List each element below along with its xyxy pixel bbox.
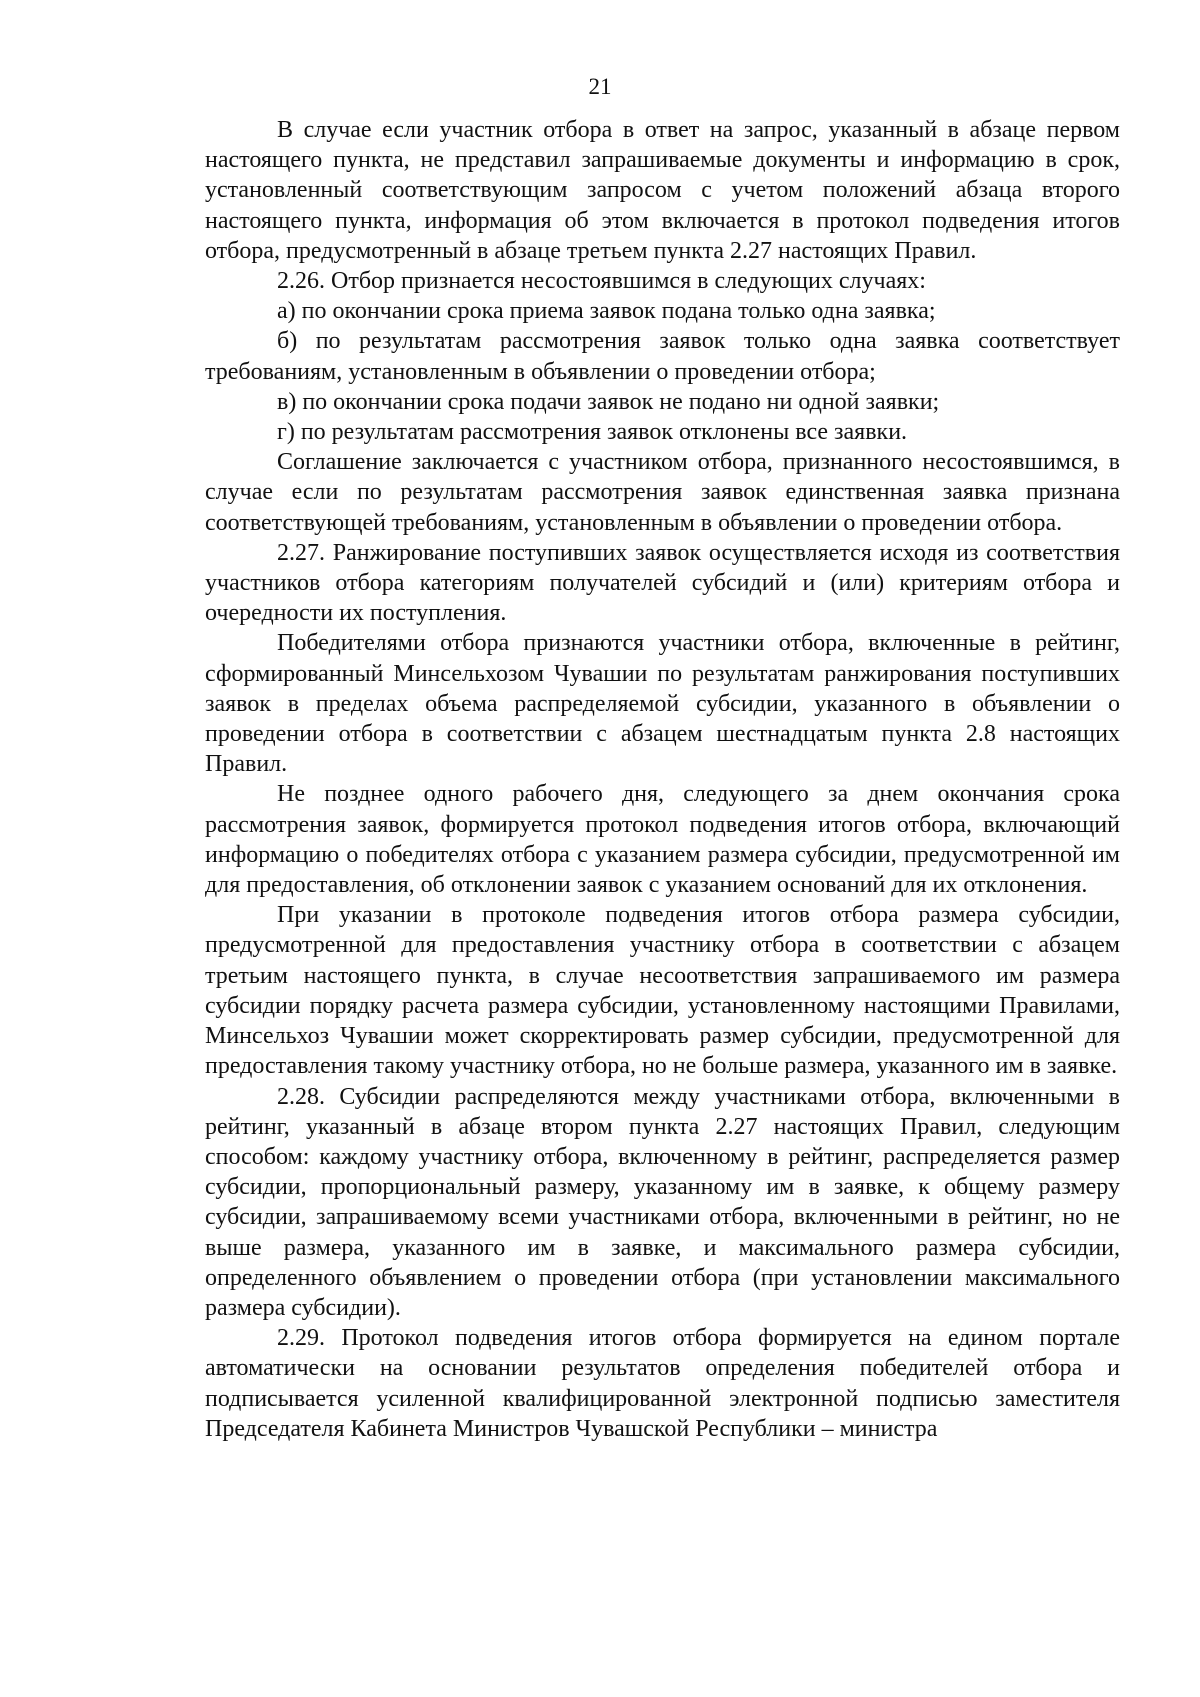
paragraph: 2.29. Протокол подведения итогов отбора формируется на едином портале автоматически на основании результатов определения победителей отбора и подписывается усиленной квалифицированной электронной подписью заместителя Председателя Кабинета Министров Чувашской Республики – министра xyxy=(205,1325,1120,1442)
paragraph: г) по результатам рассмотрения заявок отклонены все заявки. xyxy=(277,419,908,446)
paragraph: б) по результатам рассмотрения заявок только одна заявка соответствует требованиям, установленным в объявлении о проведении отбора; xyxy=(205,328,1120,385)
page-number: 21 xyxy=(588,74,612,99)
paragraph: в) по окончании срока подачи заявок не подано ни одной заявки; xyxy=(277,388,940,415)
document-body xyxy=(205,115,1120,1444)
paragraph: При указании в протоколе подведения итогов отбора размера субсидии, предусмотренной для предоставления участнику отбора в соответствии с абзацем третьим настоящего пункта, в случае несоответствия запрашиваемого им размера субсидии порядку расчета размера субсидии, установленному настоящими Правилами, Минсельхоз Чувашии может скорректировать размер субсидии, предусмотренной для предоставления такому участнику отбора, но не больше размера, указанного им в заявке. xyxy=(205,902,1120,1080)
paragraph: Не позднее одного рабочего дня, следующего за днем окончания срока рассмотрения заявок, формируется протокол подведения итогов отбора, включающий информацию о победителях отбора с указанием размера субсидии, предусмотренной им для предоставления, об отклонении заявок с указанием оснований для их отклонения. xyxy=(205,781,1120,899)
paragraph: Победителями отбора признаются участники отбора, включенные в рейтинг, сформированный Минсельхозом Чувашии по результатам ранжирования поступивших заявок в пределах объема распределяемой субсидии, указанного в объявлении о проведении отбора в соответствии с абзацем шестнадцатым пункта 2.8 настоящих Правил. xyxy=(205,630,1120,778)
paragraph: 2.27. Ранжирование поступивших заявок осуществляется исходя из соответствия участников отбора категориям получателей субсидий и (или) критериям отбора и очередности их поступления. xyxy=(205,539,1120,627)
paragraph: Соглашение заключается с участником отбора, признанного несостоявшимся, в случае если по результатам рассмотрения заявок единственная заявка признана соответствующей требованиям, установленным в объявлении о проведении отбора. xyxy=(205,449,1120,536)
paragraph: 2.28. Субсидии распределяются между участниками отбора, включенными в рейтинг, указанный в абзаце втором пункта 2.27 настоящих Правил, следующим способом: каждому участнику отбора, включенному в рейтинг, распределяется размер субсидии, пропорциональный размеру, указанному им в заявке, к общему размеру субсидии, запрашиваемому всеми участниками отбора, включенными в рейтинг, но не выше размера, указанного им в заявке, и максимального размера субсидии, определенного объявлением о проведении отбора (при установлении максимального размера субсидии). xyxy=(205,1083,1120,1321)
paragraph: а) по окончании срока приема заявок подана только одна заявка; xyxy=(277,298,936,325)
paragraph: 2.26. Отбор признается несостоявшимся в следующих случаях: xyxy=(277,268,926,295)
paragraph: В случае если участник отбора в ответ на запрос, указанный в абзаце первом настоящего пункта, не представил запрашиваемые документы и информацию в срок, установленный соответствующим запросом с учетом положений абзаца второго настоящего пункта, информация об этом включается в протокол подведения итогов отбора, предусмотренный в абзаце третьем пункта 2.27 настоящих Правил. xyxy=(205,117,1120,264)
